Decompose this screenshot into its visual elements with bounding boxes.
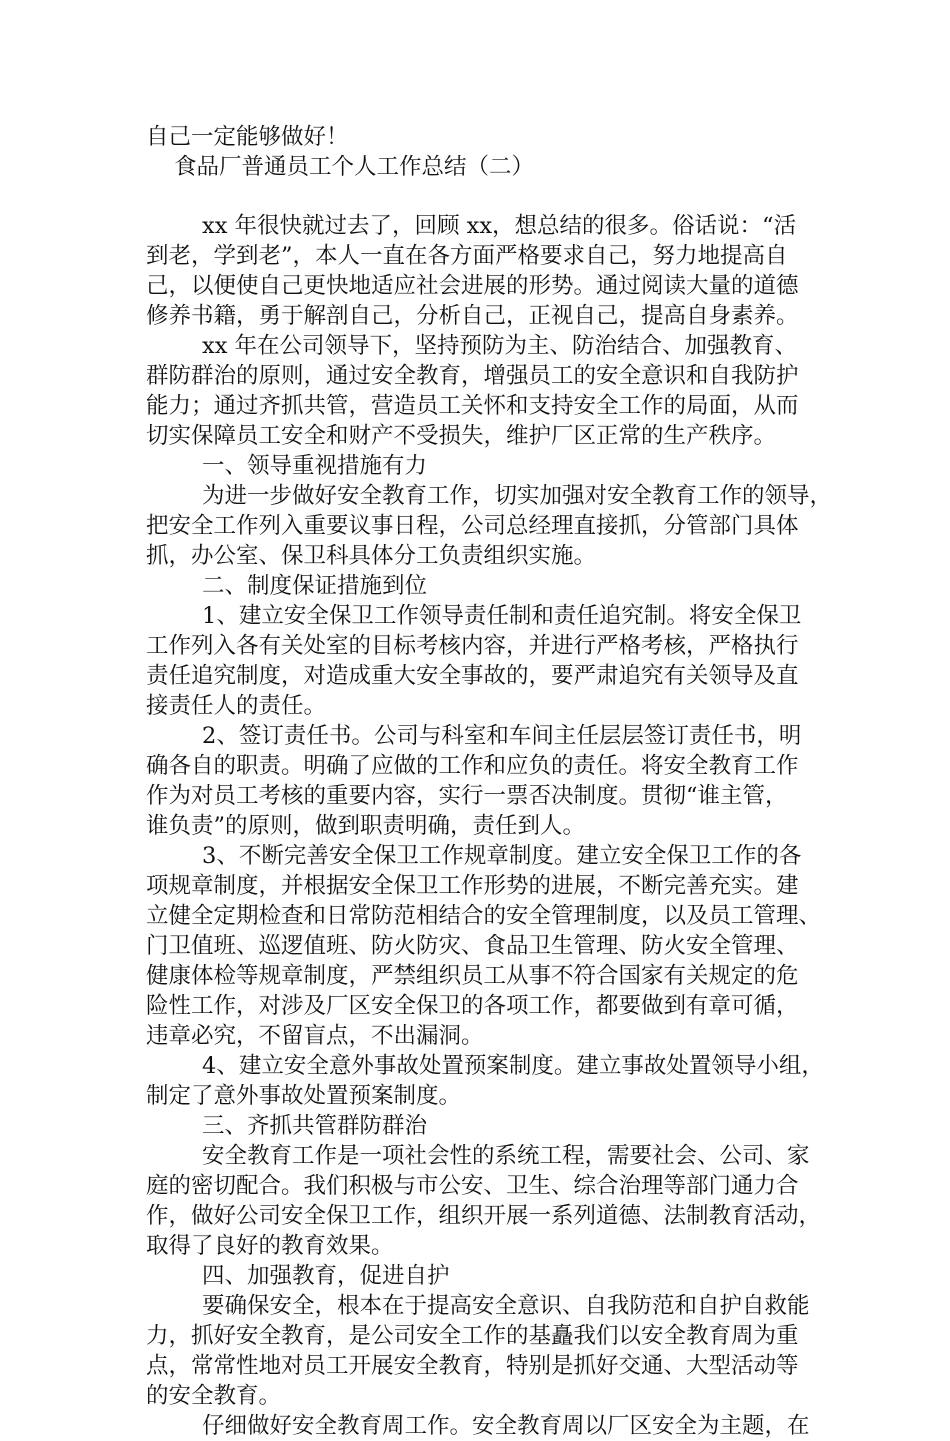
- text-line: 己，以便使自己更快地适应社会进展的形势。通过阅读大量的道德: [146, 273, 799, 299]
- text-line: 为进一步做好安全教育工作，切实加强对安全教育工作的领导，: [202, 483, 833, 509]
- text-line: 3、不断完善安全保卫工作规章制度。建立安全保卫工作的各: [202, 843, 802, 869]
- text-line: 制定了意外事故处置预案制度。: [146, 1083, 462, 1109]
- text-line: 险性工作，对涉及厂区安全保卫的各项工作，都要做到有章可循，: [146, 993, 799, 1019]
- text-line: 抓，办公室、保卫科具体分工负责组织实施。: [146, 543, 597, 569]
- text-line: 2、签订责任书。公司与科室和车间主任层层签订责任书，明: [202, 723, 802, 749]
- text-line: 仔细做好安全教育周工作。安全教育周以厂区安全为主题，在: [202, 1413, 810, 1439]
- text-line: xx 年在公司领导下，坚持预防为主、防治结合、加强教育、: [202, 333, 798, 359]
- text-line: 点，常常性地对员工开展安全教育，特别是抓好交通、大型活动等: [146, 1353, 799, 1379]
- document-body: [146, 122, 833, 1441]
- text-line: 项规章制度，并根据安全保卫工作形势的进展，不断完善充实。建: [146, 873, 799, 899]
- text-line: 能力；通过齐抓共管，营造员工关怀和支持安全工作的局面，从而: [146, 393, 799, 419]
- text-line: 一、领导重视措施有力: [202, 453, 428, 479]
- text-line: 二、制度保证措施到位: [202, 573, 428, 599]
- text-line: 四、加强教育，促进自护: [202, 1263, 450, 1289]
- text-line: 立健全定期检查和日常防范相结合的安全管理制度，以及员工管理、: [146, 903, 822, 929]
- text-line: 接责任人的责任。: [146, 693, 327, 719]
- text-line: 把安全工作列入重要议事日程，公司总经理直接抓，分管部门具体: [146, 513, 799, 539]
- text-line: 要确保安全，根本在于提高安全意识、自我防范和自护自救能: [202, 1293, 810, 1319]
- text-line: 责任追究制度，对造成重大安全事故的，要严肃追究有关领导及直: [146, 663, 799, 689]
- text-line: 健康体检等规章制度，严禁组织员工从事不符合国家有关规定的危: [146, 963, 799, 989]
- text-line: 门卫值班、巡逻值班、防火防灾、食品卫生管理、防火安全管理、: [146, 933, 799, 959]
- text-line: 作为对员工考核的重要内容，实行一票否决制度。贯彻“谁主管，: [146, 783, 788, 809]
- text-line: 取得了良好的教育效果。: [146, 1233, 394, 1259]
- text-line: 群防群治的原则，通过安全教育，增强员工的安全意识和自我防护: [146, 363, 799, 389]
- text-line: 修养书籍，勇于解剖自己，分析自己，正视自己，提高自身素养。: [146, 303, 799, 329]
- text-line: 力，抓好安全教育，是公司安全工作的基矗我们以安全教育周为重: [146, 1323, 799, 1349]
- text-line: 4、建立安全意外事故处置预案制度。建立事故处置领导小组，: [202, 1053, 824, 1079]
- text-line: 的安全教育。: [146, 1383, 282, 1409]
- text-line: xx 年很快就过去了，回顾 xx，想总结的很多。俗话说：“活: [202, 213, 797, 239]
- text-line: 到老，学到老”，本人一直在各方面严格要求自己，努力地提高自: [146, 243, 788, 269]
- text-line: 谁负责”的原则，做到职责明确，责任到人。: [146, 813, 586, 839]
- text-line: 切实保障员工安全和财产不受损失，维护厂区正常的生产秩序。: [146, 423, 777, 449]
- text-line: 确各自的职责。明确了应做的工作和应负的责任。将安全教育工作: [146, 753, 799, 779]
- text-line: 庭的密切配合。我们积极与市公安、卫生、综合治理等部门通力合: [146, 1173, 799, 1199]
- text-line: 工作列入各有关处室的目标考核内容，并进行严格考核，严格执行: [146, 633, 799, 659]
- text-line: 三、齐抓共管群防群治: [202, 1113, 428, 1139]
- text-line: 违章必究，不留盲点，不出漏洞。: [146, 1023, 484, 1049]
- text-line: 自己一定能够做好！: [146, 124, 349, 150]
- text-line: 食品厂普通员工个人工作总结（二）: [174, 154, 535, 180]
- paragraph-gap: [146, 182, 826, 211]
- text-line: 安全教育工作是一项社会性的系统工程，需要社会、公司、家: [202, 1143, 810, 1169]
- text-line: 1、建立安全保卫工作领导责任制和责任追究制。将安全保卫: [202, 603, 802, 629]
- text-line: 作，做好公司安全保卫工作，组织开展一系列道德、法制教育活动，: [146, 1203, 822, 1229]
